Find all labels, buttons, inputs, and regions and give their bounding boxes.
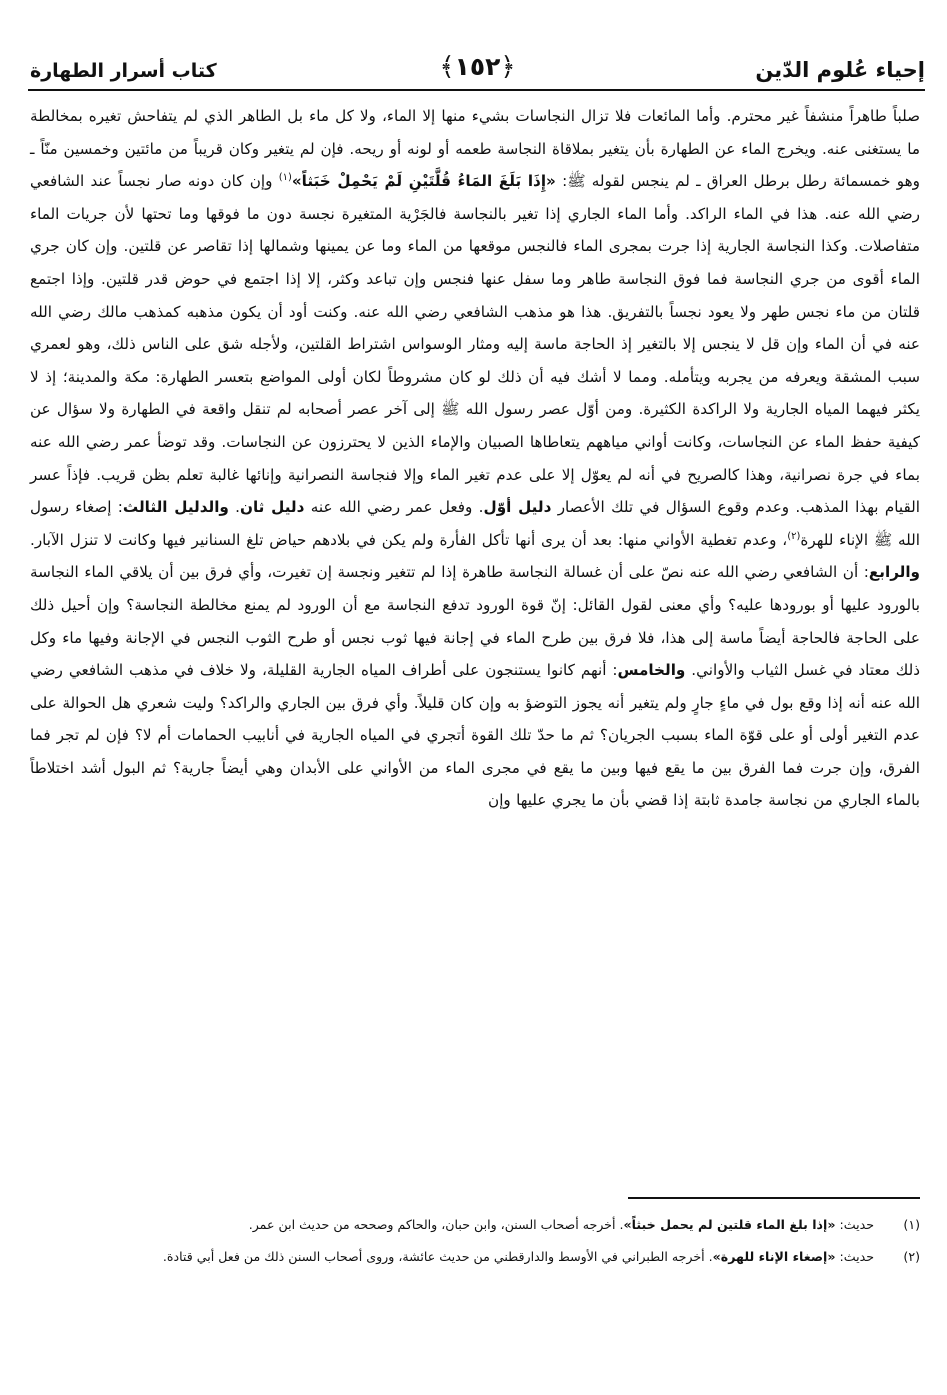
footnote-ref: (١) — [278, 172, 292, 184]
footnote-divider — [628, 1197, 920, 1199]
footnote-prefix: حديث: — [835, 1217, 874, 1232]
header-divider — [28, 89, 925, 91]
footnote-text: . أخرجه الطبراني في الأوسط والدارقطني من حديث عائشة، وروى أصحاب السنن ذلك من فعل أبي قتادة. — [162, 1249, 713, 1264]
text-segment: وإن كان دونه صار نجساً عند الشافعي رضي الله عنه. هذا في الماء الراكد. وأما الماء الجاري إذا تغير بالنجاسة فالجَرْية المتغيرة نجسة دون ما فوقها وما تحتها لأن جريات الماء متفاصلات. وكذا النجاسة الجارية إذا جرت بمجرى الماء فالنجس موقعها من الماء وما عن يمينها وشمالها إذا تقاصر عن قلتين. وإن كان جري الماء أقوى من جري النجاسة فما فوق النجاسة طاهر وما سفل عنها فنجس وإن تباعد وكثر، إلا إذا اجتمع في حوض قدر قلتين. وإذا اجتمع قلتان من ماء نجس طهر ولا يعود نجساً بالتفريق. هذا هو مذهب الشافعي رضي الله عنه. وكنت أود أن يكون مذهبه كمذهب مالك رضي الله عنه في أن الماء وإن قل لا ينجس إلا بالتغير إذ الحاجة ماسة إليه ومثار الوسواس اشتراط القلتين، ولأجله شق على الناس ذلك، وهو لعمري سبب المشقة ويعرفه من يجربه ويتأمله. ومما لا أشك فيه أن ذلك لو كان مشروطاً لكان أولى المواضع بتعسر الطهارة: مكة والمدينة؛ إذ لا يكثر فيهما المياه الجارية ولا الراكدة الكثيرة. ومن أوّل عصر رسول الله ﷺ إلى آخر عصر أصحابه لم تنقل واقعة في الطهارة ولا سؤال عن كيفية حفظ الماء عن النجاسات، وكانت أواني مياههم يتعاطاها الصبيان والإماء الذين لا يحترزون عن النجاسات. وقد توضأ عمر رضي الله عنه بماء في جرة نصرانية، وهذا كالصريح في أنه لم يعوّل إلا على عدم تغير الماء وإلا فنجاسة النصرانية وإنائها غالبة تعلم بظن قريب. فإذاً عسر القيام بهذا المذهب. وعدم وقوع السؤال في تلك الأعصار — [30, 172, 920, 517]
book-title: إحياء عُلوم الدّين — [755, 58, 925, 82]
evidence-label: دليل أوّل — [483, 498, 552, 517]
text-segment: . — [228, 498, 241, 517]
evidence-label: والدليل الثالث — [122, 498, 229, 517]
footnote — [30, 1245, 920, 1269]
footnote — [30, 1213, 920, 1237]
section-title: كتاب أسرار الطهارة — [30, 60, 217, 82]
evidence-label: والخامس — [617, 661, 686, 680]
footnote-text: . أخرجه أصحاب السنن، وابن حبان، والحاكم وصححه من حديث ابن عمر. — [248, 1217, 624, 1232]
page-number-ornament-right-icon: ﴿ — [500, 52, 516, 82]
evidence-label: والرابع — [868, 563, 920, 582]
footnote-quote: «إصغاء الإناء للهرة» — [712, 1249, 836, 1264]
page-number-ornament-left-icon: ﴾ — [439, 52, 455, 82]
evidence-label: دليل ثان — [240, 498, 305, 517]
text-segment: ، وعدم تغطية الأواني منها: بعد أن يرى أنها تأكل الفأرة ولم يكن في بلادهم حياض تلغ السنانير فيها وكانت لا تنزل الآبار. — [30, 530, 788, 549]
text-segment: : أنهم كانوا يستنجون على أطراف المياه الجارية القليلة، ولا خلاف في مذهب الشافعي رضي الله عنه أنه إذا وقع بول في ماءٍ جارٍ ولم يتغير أنه يجوز التوضؤ به وإن كان قليلاً. وأي فرق بين الجاري والراكد؟ وليت شعري هل الحوالة على عدم التغير أولى أو على قوّة الماء بسبب الجريان؟ ثم ما حدّ تلك القوة أتجري في المياه الجارية في أنابيب الحمامات أم لا؟ فإن لم تجر فما الفرق، وإن جرت فما الفرق بين ما يقع فيها وبين ما يقع في مجرى الماء من الأواني على الأبدان وهي أيضاً جارية؟ ثم البول أشد اختلاطاً بالماء الجاري من نجاسة جامدة ثابتة إذا قضي بأن ما يجري عليها وإن — [30, 661, 920, 810]
text-segment: : أن الشافعي رضي الله عنه نصّ على أن غسالة النجاسة طاهرة إذا لم تتغير ونجسة إن تغيرت، وأي فرق بين أن يلاقي الماء النجاسة بالورود عليها أو بورودها عليه؟ وأي معنى لقول القائل: إنّ قوة الورود تدفع النجاسة مع أن الورود لم يمنع مخالطة النجاسة؟ وإن أحيل ذلك على الحاجة فالحاجة أيضاً ماسة إلى هذا، فلا فرق بين طرح الماء في إجانة فيها ثوب نجس أو طرح الثوب النجس في الإجانة وفيها ماء وكل ذلك معتاد في غسل الثياب والأواني. — [30, 563, 920, 680]
footnote-number: (١) — [903, 1217, 920, 1232]
text-segment: : إصغاء رسول الله ﷺ الإناء للهرة — [30, 498, 921, 549]
footnote-quote: «إذا بلغ الماء قلتين لم يحمل خبثاً» — [623, 1217, 836, 1232]
main-text — [30, 100, 920, 817]
footnote-number: (٢) — [903, 1249, 920, 1264]
footnote-ref: (٢) — [787, 530, 801, 542]
text-segment: . وفعل عمر رضي الله عنه — [304, 498, 484, 517]
footnote-prefix: حديث: — [835, 1249, 874, 1264]
page-header — [30, 52, 925, 92]
hadith-quote: «إِذَا بَلَغَ المَاءُ قُلَّتَيْنِ لَمْ يَحْمِلْ خَبَثاً» — [291, 172, 556, 191]
footnotes — [30, 1213, 920, 1277]
text-segment: صلباً طاهراً منشفاً غير محترم. وأما المائعات فلا تزال النجاسات بشيء منها إلا الماء، ولا كل ماء بل الطاهر الذي لم يتفاحش تغيره بمخالطة ما يستغنى عنه. ويخرج الماء عن الطهارة بأن يتغير بملاقاة النجاسة طعمه أو لونه أو ريحه. فإن لم يتغير وكان قريباً من مائتين وخمسين منّاً ـ وهو خمسمائة رطل برطل العراق ـ لم ينجس لقوله ﷺ: — [30, 107, 920, 191]
page-number: ١٥٢ — [454, 52, 501, 81]
